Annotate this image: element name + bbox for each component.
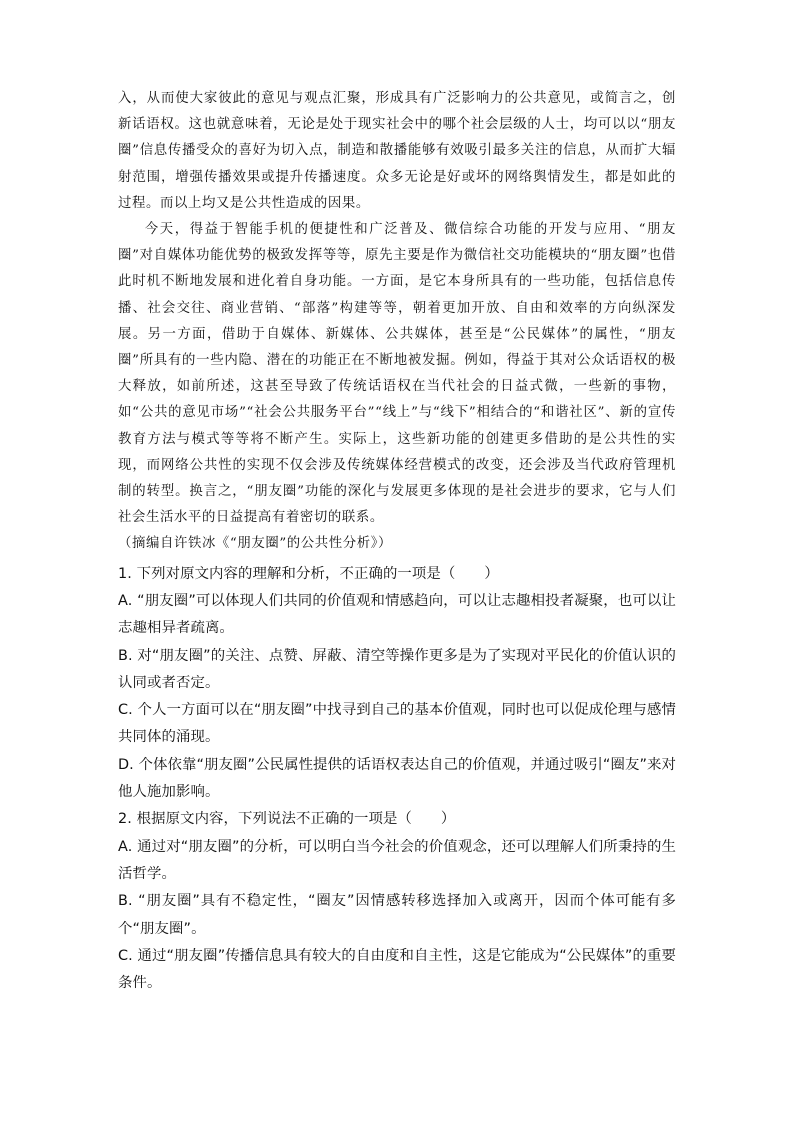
question-1-option-c: C. 个人一方面可以在“朋友圈”中找寻到自己的基本价值观，同时也可以促成伦理与感情共同体的涌现。 bbox=[118, 702, 676, 746]
reading-passage bbox=[118, 86, 676, 558]
passage-paragraph-1: 入，从而使大家彼此的意见与观点汇聚，形成具有广泛影响力的公共意见，或简言之，创新话语权。这也就意味着，无论是处于现实社会中的哪个社会层级的人士，均可以以“朋友圈”信息传播受众的喜好为切入点，制造和散播能够有效吸引最多关注的信息，从而扩大辐射范围，增强传播效果或提升传播速度。众多无论是好或坏的网络舆情发生，都是如此的过程。而以上均又是公共性造成的因果。 bbox=[118, 91, 676, 211]
question-1-option-b: B. 对“朋友圈”的关注、点赞、屏蔽、清空等操作更多是为了实现对平民化的价值认识的认同或者否定。 bbox=[118, 647, 676, 691]
question-list bbox=[118, 561, 676, 998]
question-1-option-d: D. 个体依靠“朋友圈”公民属性提供的话语权表达自己的价值观，并通过吸引“圈友”来对他人施加影响。 bbox=[118, 756, 676, 801]
document-page bbox=[118, 86, 676, 997]
question-1-option-a: A. “朋友圈”可以体现人们共同的价值观和情感趋向，可以让志趣相投者凝聚，也可以让志趣相异者疏离。 bbox=[118, 592, 676, 637]
question-2-stem: 2. 根据原文内容，下列说法不正确的一项是（ ） bbox=[118, 811, 456, 828]
passage-paragraph-2: 今天，得益于智能手机的便捷性和广泛普及、微信综合功能的开发与应用、“朋友圈”对自媒体功能优势的极致发挥等等，原先主要是作为微信社交功能模块的“朋友圈”也借此时机不断地发展和进化着自身功能。一方面，是它本身所具有的一些功能，包括信息传播、社会交往、商业营销、“部落”构建等等，朝着更加开放、自由和效率的方向纵深发展。另一方面，借助于自媒体、新媒体、公共媒体，甚至是“公民媒体”的属性，“朋友圈”所具有的一些内隐、潜在的功能正在不断地被发掘。例如，得益于其对公众话语权的极大释放，如前所述，这甚至导致了传统话语权在当代社会的日益式微，一些新的事物，如“公共的意见市场”“社会公共服务平台”“线上”与“线下”相结合的“和谐社区”、新的宣传教育方法与模式等等将不断产生。实际上，这些新功能的创建更多借助的是公共性的实现，而网络公共性的实现不仅会涉及传统媒体经营模式的改变，还会涉及当代政府管理机制的转型。换言之，“朋友圈”功能的深化与发展更多体现的是社会进步的要求，它与人们社会生活水平的日益提高有着密切的联系。 bbox=[118, 222, 676, 526]
passage-source: （摘编自许铁冰《“朋友圈”的公共性分析》） bbox=[118, 536, 393, 552]
question-2-option-c: C. 通过“朋友圈”传播信息具有较大的自由度和自主性，这是它能成为“公民媒体”的重要条件。 bbox=[118, 947, 676, 992]
question-2-option-b: B. “朋友圈”具有不稳定性，“圈友”因情感转移选择加入或离开，因而个体可能有多个“朋友圈”。 bbox=[118, 893, 676, 937]
question-2-option-a: A. 通过对“朋友圈”的分析，可以明白当今社会的价值观念，还可以理解人们所秉持的生活哲学。 bbox=[118, 838, 676, 882]
question-1-stem: 1. 下列对原文内容的理解和分析，不正确的一项是（ ） bbox=[118, 565, 499, 582]
